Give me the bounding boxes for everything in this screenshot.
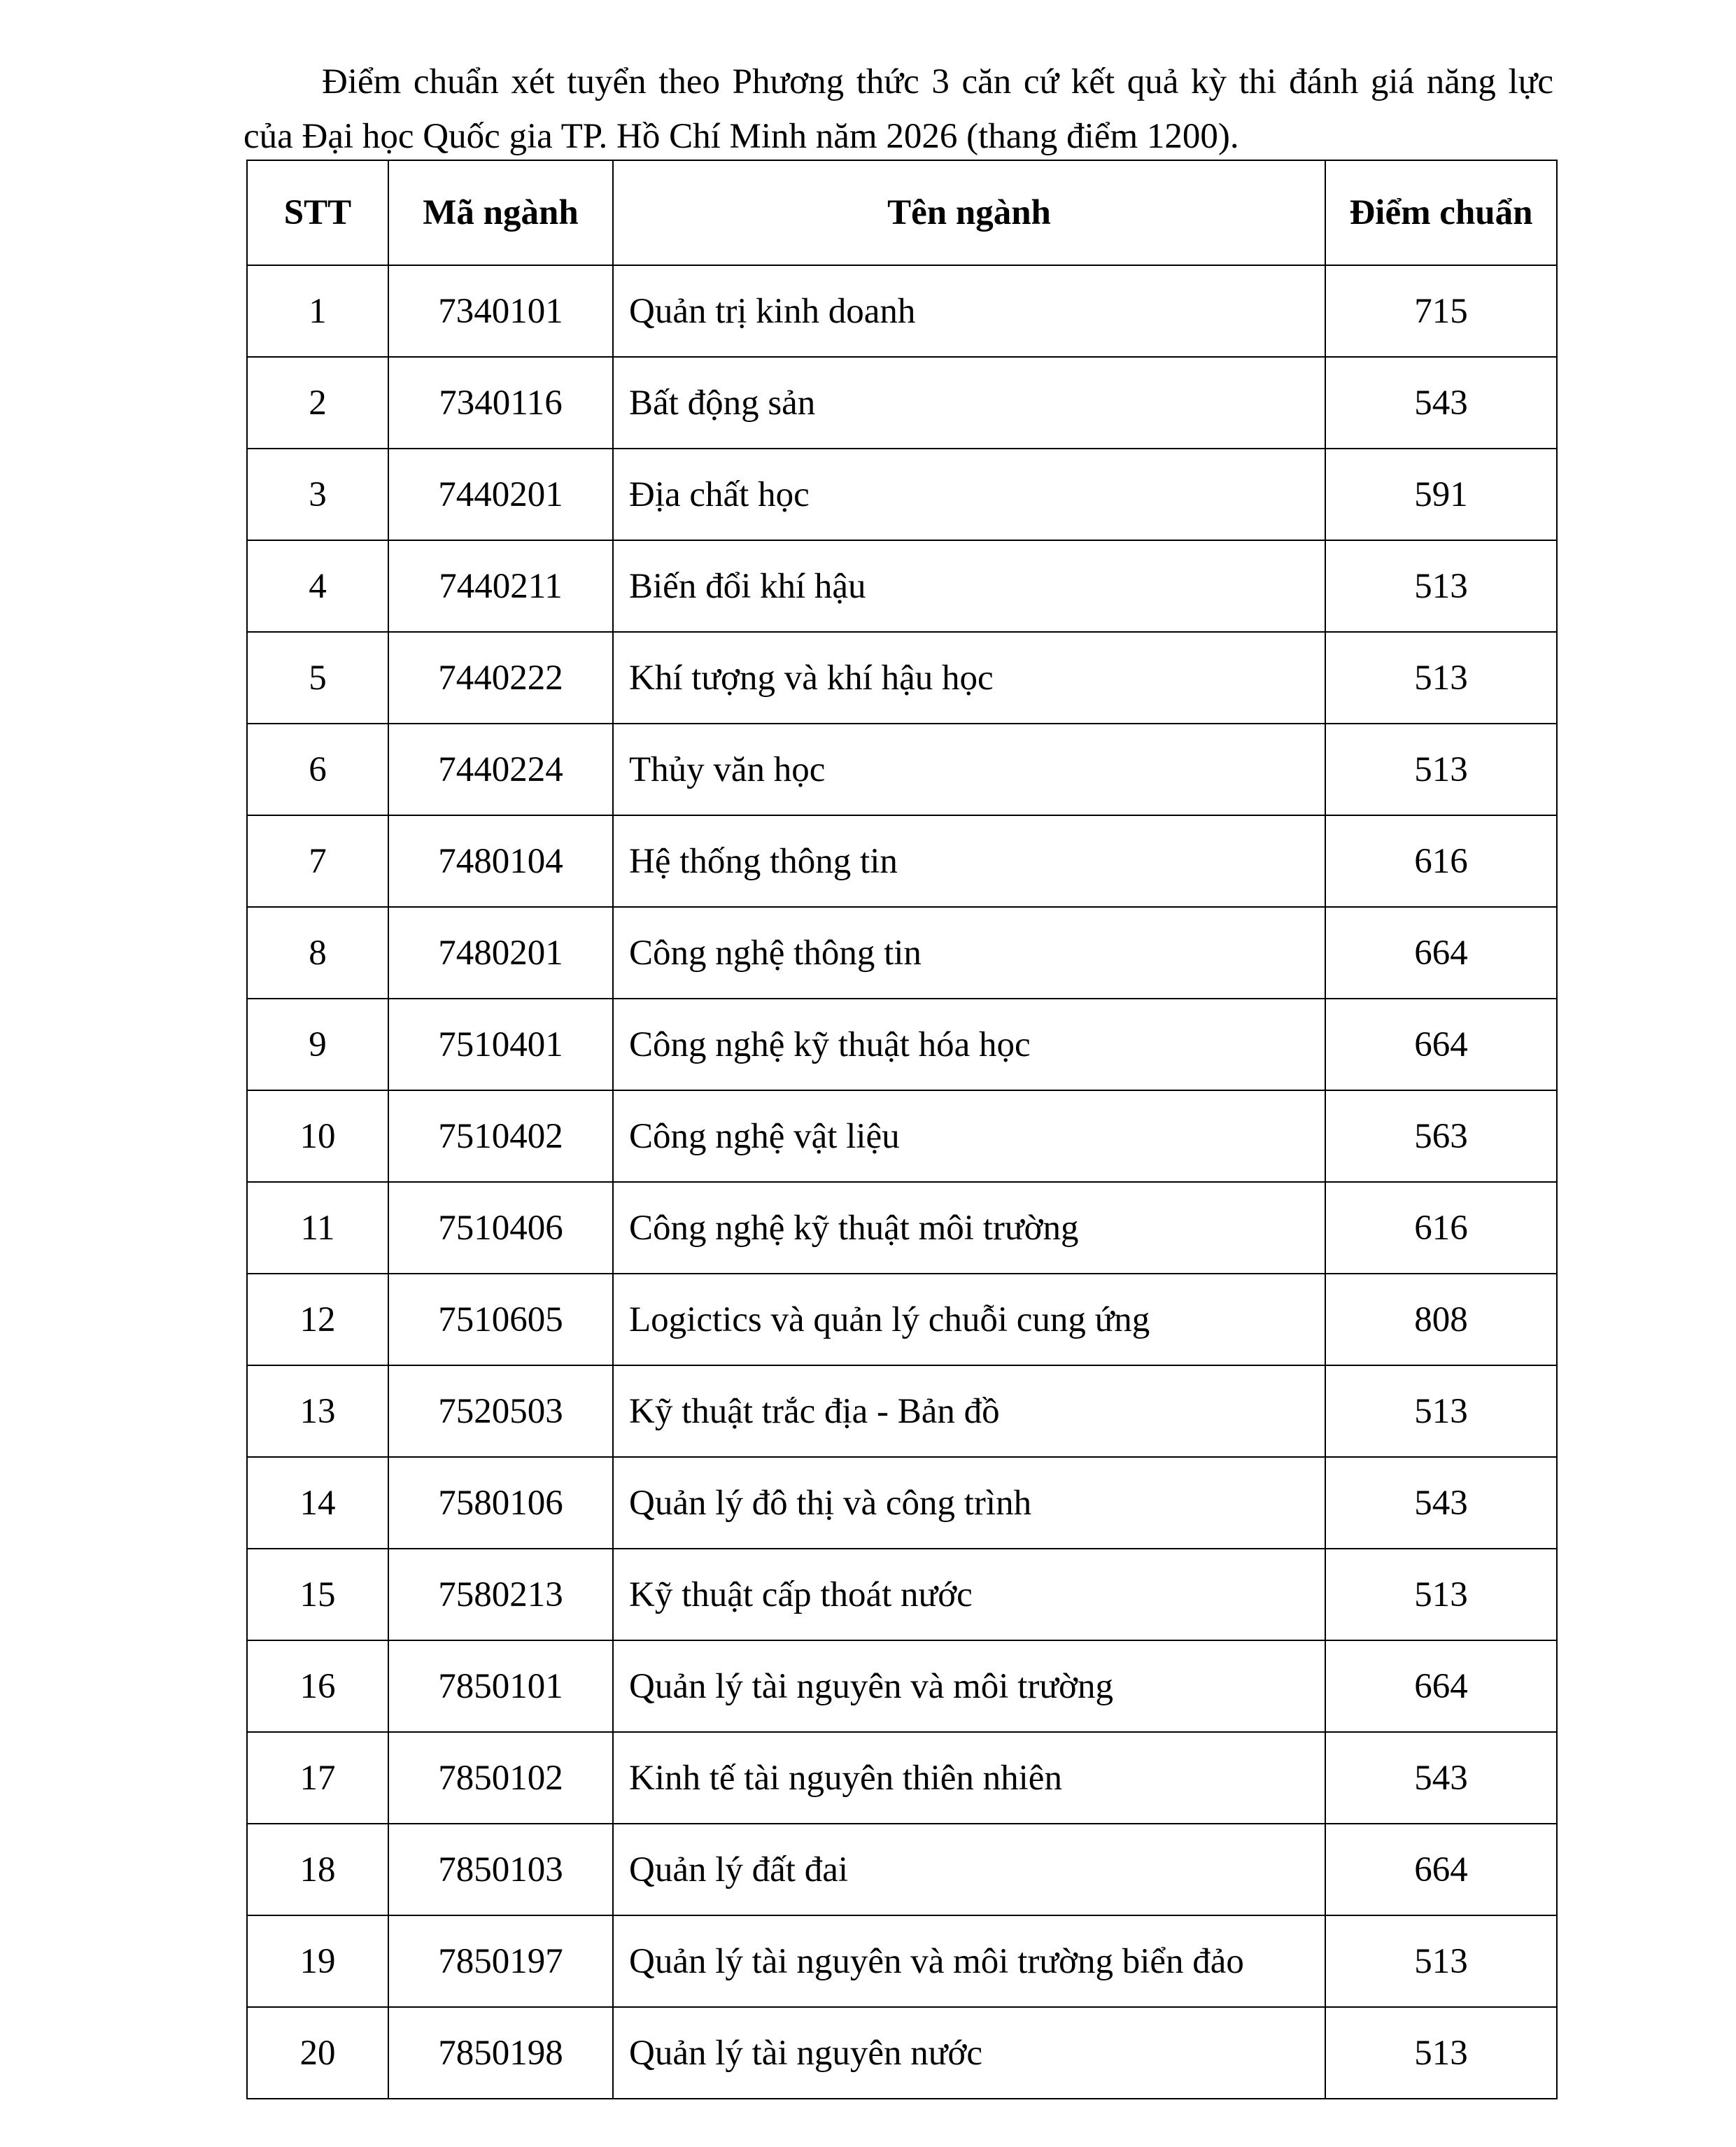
header-cutoff-score: Điểm chuẩn — [1325, 160, 1557, 265]
table-row — [247, 1365, 1557, 1457]
admission-score-table — [246, 160, 1558, 2099]
table-header-row — [247, 160, 1557, 265]
cell-major-code: 7340116 — [388, 357, 613, 449]
cell-major-code: 7440211 — [388, 540, 613, 632]
cell-major-name: Kỹ thuật trắc địa - Bản đồ — [613, 1365, 1325, 1457]
cell-cutoff-score: 616 — [1325, 1182, 1557, 1274]
cell-stt: 2 — [247, 357, 388, 449]
cell-major-name: Công nghệ thông tin — [613, 907, 1325, 999]
cell-cutoff-score: 664 — [1325, 907, 1557, 999]
cell-stt: 13 — [247, 1365, 388, 1457]
cell-major-name: Quản lý tài nguyên và môi trường biển đảo — [613, 1915, 1325, 2007]
cell-stt: 3 — [247, 449, 388, 540]
cell-major-name: Khí tượng và khí hậu học — [613, 632, 1325, 724]
cell-stt: 12 — [247, 1274, 388, 1365]
cell-major-code: 7440201 — [388, 449, 613, 540]
cell-major-name: Công nghệ kỹ thuật môi trường — [613, 1182, 1325, 1274]
cell-stt: 4 — [247, 540, 388, 632]
table-row — [247, 1640, 1557, 1732]
table-row — [247, 907, 1557, 999]
cell-major-name: Bất động sản — [613, 357, 1325, 449]
cell-major-name: Quản trị kinh doanh — [613, 265, 1325, 357]
cell-major-name: Địa chất học — [613, 449, 1325, 540]
cell-stt: 16 — [247, 1640, 388, 1732]
cell-major-name: Quản lý đất đai — [613, 1824, 1325, 1915]
header-major-code: Mã ngành — [388, 160, 613, 265]
cell-major-name: Kỹ thuật cấp thoát nước — [613, 1549, 1325, 1640]
cell-major-code: 7850198 — [388, 2007, 613, 2099]
cell-cutoff-score: 715 — [1325, 265, 1557, 357]
table-row — [247, 2007, 1557, 2099]
cell-major-code: 7440224 — [388, 724, 613, 815]
table-row — [247, 449, 1557, 540]
cell-stt: 10 — [247, 1090, 388, 1182]
header-major-name: Tên ngành — [613, 160, 1325, 265]
cell-major-code: 7340101 — [388, 265, 613, 357]
cell-major-name: Kinh tế tài nguyên thiên nhiên — [613, 1732, 1325, 1824]
table-row — [247, 540, 1557, 632]
table-row — [247, 1274, 1557, 1365]
cell-cutoff-score: 543 — [1325, 357, 1557, 449]
cell-major-code: 7580213 — [388, 1549, 613, 1640]
cell-cutoff-score: 591 — [1325, 449, 1557, 540]
cell-cutoff-score: 664 — [1325, 999, 1557, 1090]
cell-stt: 6 — [247, 724, 388, 815]
table-row — [247, 1182, 1557, 1274]
cell-major-name: Biến đổi khí hậu — [613, 540, 1325, 632]
cell-cutoff-score: 616 — [1325, 815, 1557, 907]
cell-major-code: 7580106 — [388, 1457, 613, 1549]
cell-major-code: 7510401 — [388, 999, 613, 1090]
cell-major-code: 7850102 — [388, 1732, 613, 1824]
cell-cutoff-score: 543 — [1325, 1732, 1557, 1824]
table-row — [247, 1824, 1557, 1915]
table-row — [247, 265, 1557, 357]
cell-major-code: 7440222 — [388, 632, 613, 724]
cell-major-name: Thủy văn học — [613, 724, 1325, 815]
cell-cutoff-score: 513 — [1325, 1549, 1557, 1640]
table-row — [247, 1915, 1557, 2007]
table-body — [247, 265, 1557, 2099]
cell-major-name: Quản lý tài nguyên và môi trường — [613, 1640, 1325, 1732]
cell-stt: 9 — [247, 999, 388, 1090]
cell-major-code: 7510402 — [388, 1090, 613, 1182]
cell-stt: 7 — [247, 815, 388, 907]
cell-major-name: Công nghệ vật liệu — [613, 1090, 1325, 1182]
cell-cutoff-score: 563 — [1325, 1090, 1557, 1182]
cell-major-name: Công nghệ kỹ thuật hóa học — [613, 999, 1325, 1090]
cell-stt: 19 — [247, 1915, 388, 2007]
cell-cutoff-score: 543 — [1325, 1457, 1557, 1549]
table-row — [247, 1457, 1557, 1549]
cell-stt: 5 — [247, 632, 388, 724]
cell-stt: 20 — [247, 2007, 388, 2099]
cell-stt: 14 — [247, 1457, 388, 1549]
cell-cutoff-score: 513 — [1325, 1915, 1557, 2007]
table-row — [247, 1549, 1557, 1640]
cell-major-name: Quản lý tài nguyên nước — [613, 2007, 1325, 2099]
table-row — [247, 1090, 1557, 1182]
cell-stt: 8 — [247, 907, 388, 999]
cell-major-code: 7480201 — [388, 907, 613, 999]
cell-major-code: 7480104 — [388, 815, 613, 907]
cell-major-code: 7850103 — [388, 1824, 613, 1915]
cell-stt: 1 — [247, 265, 388, 357]
cell-cutoff-score: 513 — [1325, 540, 1557, 632]
cell-major-code: 7850197 — [388, 1915, 613, 2007]
table-row — [247, 357, 1557, 449]
cell-cutoff-score: 513 — [1325, 632, 1557, 724]
table-row — [247, 999, 1557, 1090]
cell-stt: 11 — [247, 1182, 388, 1274]
table-row — [247, 815, 1557, 907]
cell-stt: 18 — [247, 1824, 388, 1915]
table-row — [247, 724, 1557, 815]
cell-cutoff-score: 808 — [1325, 1274, 1557, 1365]
cell-major-code: 7850101 — [388, 1640, 613, 1732]
cell-major-name: Logictics và quản lý chuỗi cung ứng — [613, 1274, 1325, 1365]
cell-major-code: 7520503 — [388, 1365, 613, 1457]
cell-major-code: 7510406 — [388, 1182, 613, 1274]
cell-stt: 15 — [247, 1549, 388, 1640]
cell-cutoff-score: 513 — [1325, 1365, 1557, 1457]
cell-stt: 17 — [247, 1732, 388, 1824]
cell-major-code: 7510605 — [388, 1274, 613, 1365]
cell-cutoff-score: 513 — [1325, 724, 1557, 815]
table-row — [247, 632, 1557, 724]
table-row — [247, 1732, 1557, 1824]
cell-major-name: Quản lý đô thị và công trình — [613, 1457, 1325, 1549]
cell-cutoff-score: 664 — [1325, 1640, 1557, 1732]
cell-major-name: Hệ thống thông tin — [613, 815, 1325, 907]
cell-cutoff-score: 664 — [1325, 1824, 1557, 1915]
header-stt: STT — [247, 160, 388, 265]
cell-cutoff-score: 513 — [1325, 2007, 1557, 2099]
intro-paragraph: Điểm chuẩn xét tuyển theo Phương thức 3 căn cứ kết quả kỳ thi đánh giá năng lực của Đại học Quốc gia TP. Hồ Chí Minh năm 2026 (thang điểm 1200). — [244, 62, 1553, 156]
